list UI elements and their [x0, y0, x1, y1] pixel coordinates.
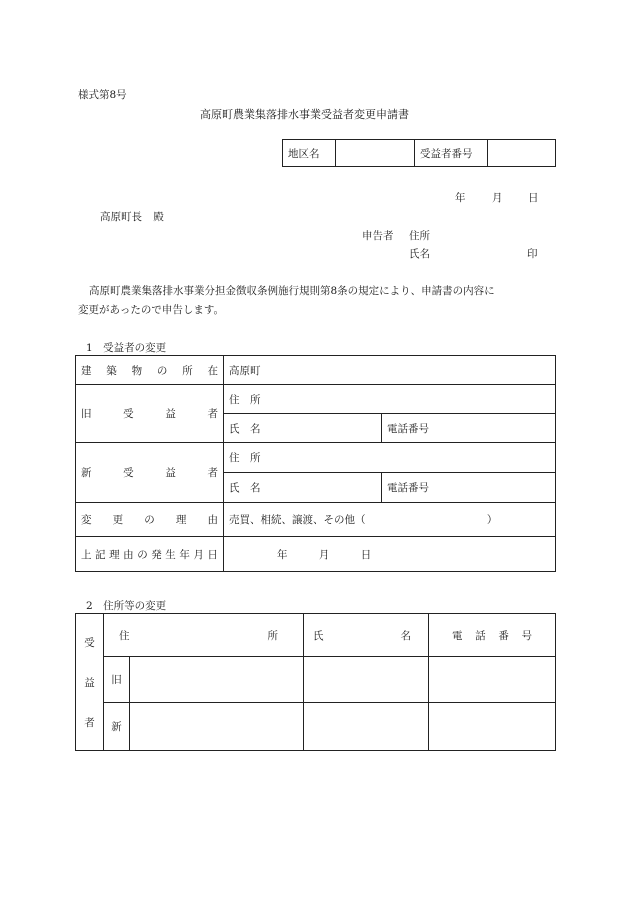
applicant-address-label: 住所 — [409, 230, 430, 242]
applicant-label: 申告者 — [362, 230, 394, 242]
name-column-header: 氏 名 — [304, 614, 429, 657]
change-reason-options: 売買、相続、譲渡、その他（ — [229, 514, 366, 526]
building-location-value[interactable]: 高原町 — [224, 356, 556, 385]
addressee — [100, 209, 164, 224]
body-text-line1: 高原町農業集落排水事業分担金徴収条例施行規則第8条の規定により、申請書の内容に — [89, 285, 495, 297]
section1-heading: 1 受益者の変更 — [86, 342, 167, 354]
date-month: 月 — [492, 192, 503, 204]
section2-heading: 2 住所等の変更 — [86, 600, 167, 612]
building-location-label: 建 築 物 の 所 在 — [76, 356, 224, 385]
addressee-name: 高原町長 — [100, 211, 142, 223]
change-reason-close: ） — [486, 514, 498, 526]
old-beneficiary-address[interactable]: 住 所 — [224, 385, 556, 414]
date-day: 日 — [528, 192, 539, 204]
phone-column-header: 電 話 番 号 — [429, 614, 556, 657]
body-text-line2: 変更があったので申告します。 — [78, 304, 225, 316]
date-year: 年 — [455, 192, 466, 204]
reason-date-month: 月 — [318, 548, 330, 561]
reason-date-value[interactable] — [224, 537, 556, 572]
new-beneficiary-name[interactable]: 氏 名 — [224, 473, 382, 503]
old-name-field[interactable] — [304, 657, 429, 703]
address-change-table — [75, 613, 556, 751]
old-beneficiary-phone[interactable]: 電話番号 — [382, 414, 556, 443]
addressee-honorific: 殿 — [153, 211, 164, 223]
old-row-label: 旧 — [104, 657, 130, 703]
page-title: 高原町農業集落排水事業受益者変更申請書 — [200, 108, 409, 121]
address-column-header: 住 所 — [104, 614, 304, 657]
table-row — [76, 703, 556, 751]
new-row-label: 新 — [104, 703, 130, 751]
table-row — [76, 657, 556, 703]
beneficiary-number-label: 受益者番号 — [415, 140, 488, 167]
new-beneficiary-phone[interactable]: 電話番号 — [382, 473, 556, 503]
new-beneficiary-address[interactable]: 住 所 — [224, 443, 556, 473]
old-beneficiary-name[interactable]: 氏 名 — [224, 414, 382, 443]
reason-date-label: 上 記 理 由 の 発 生 年 月 日 — [76, 537, 224, 572]
new-beneficiary-label: 新 受 益 者 — [76, 443, 224, 503]
district-field[interactable] — [336, 140, 415, 167]
reason-date-day: 日 — [360, 548, 372, 561]
form-number: 様式第8号 — [78, 89, 127, 101]
district-box — [282, 139, 556, 167]
beneficiary-side-label: 受 益 者 — [76, 614, 104, 751]
district-label: 地区名 — [283, 140, 336, 167]
reason-date-year: 年 — [277, 548, 288, 561]
applicant-name-label: 氏名 — [409, 248, 430, 260]
new-address-field[interactable] — [130, 703, 304, 751]
change-reason-label: 変 更 の 理 由 — [76, 503, 224, 537]
beneficiary-change-table — [75, 355, 556, 572]
new-name-field[interactable] — [304, 703, 429, 751]
old-phone-field[interactable] — [429, 657, 556, 703]
old-beneficiary-label: 旧 受 益 者 — [76, 385, 224, 443]
beneficiary-number-field[interactable] — [488, 140, 556, 167]
new-phone-field[interactable] — [429, 703, 556, 751]
old-address-field[interactable] — [130, 657, 304, 703]
change-reason-value[interactable] — [224, 503, 556, 537]
seal-mark: 印 — [527, 248, 538, 260]
